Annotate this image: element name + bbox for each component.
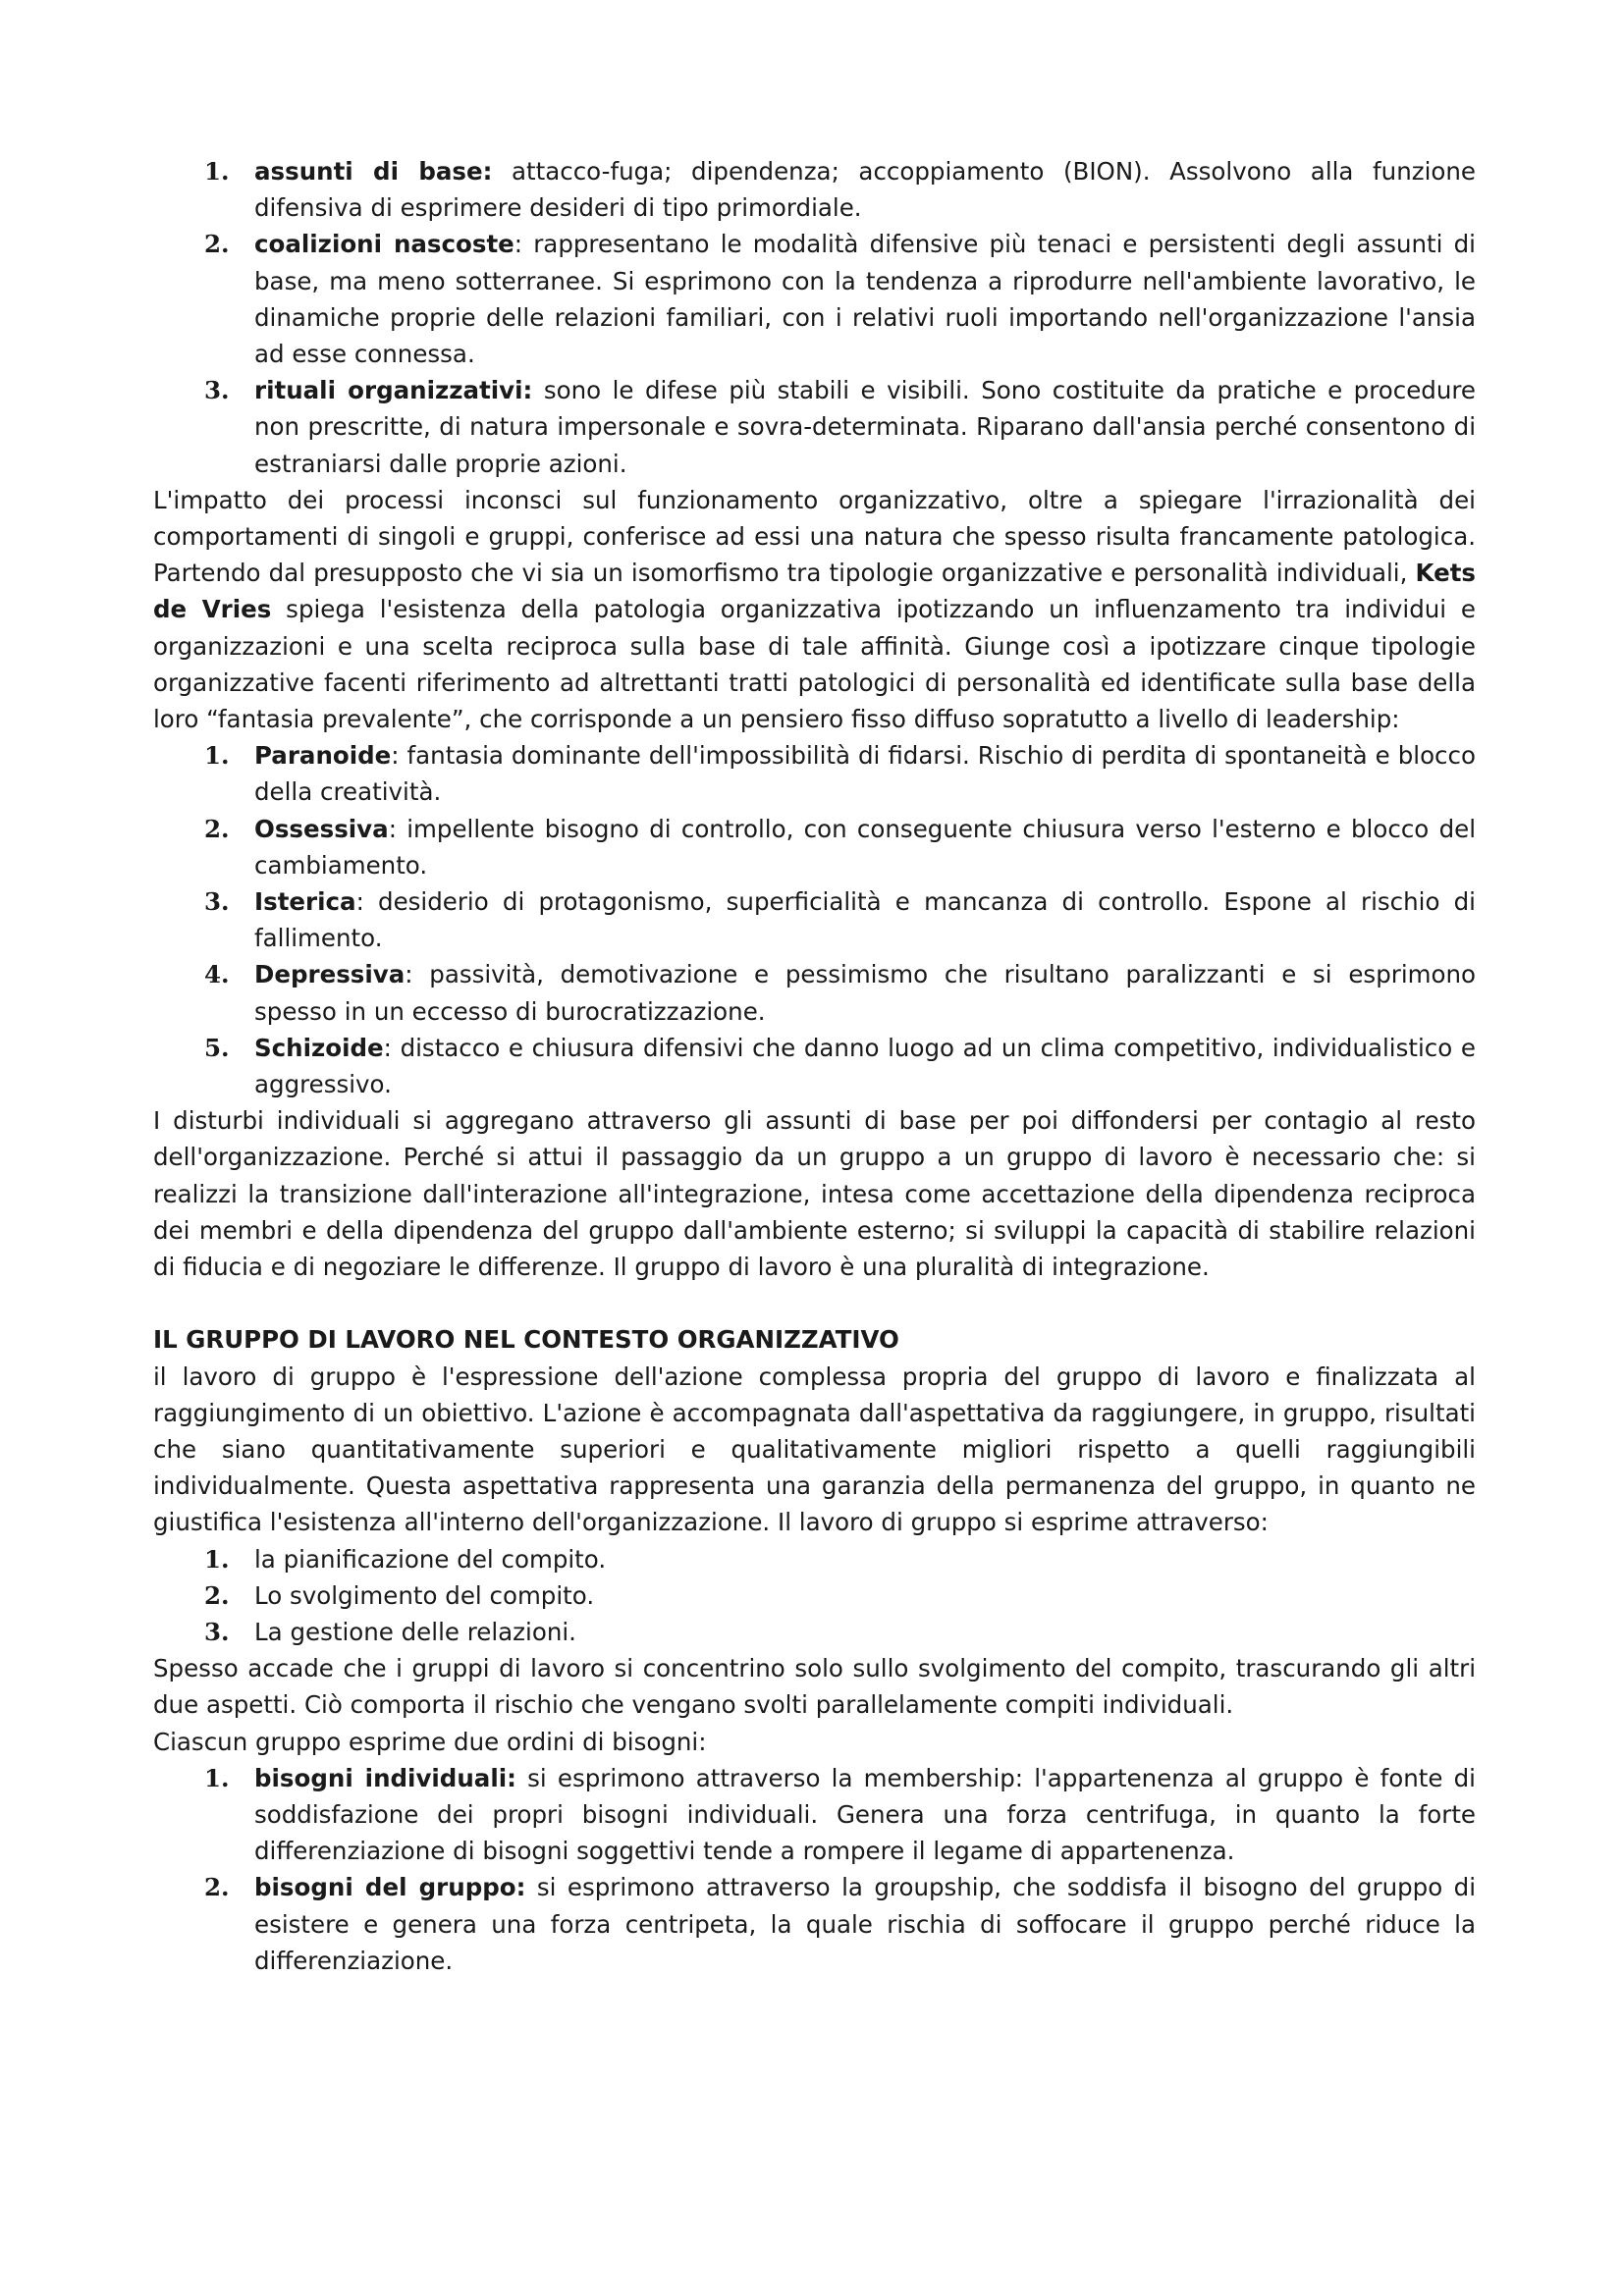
list-number: 2. <box>204 1873 230 1902</box>
list-item <box>153 1869 1476 1979</box>
list-text: si esprimono attraverso la membership: l'appartenenza al gruppo è fonte di soddisfazione dei propri bisogni individuali. Genera una forza centrifuga, in quanto la forte differenziazione di bisogni soggettivi tende a rompere il legame di appartenenza. <box>254 1763 1476 1866</box>
list-item <box>153 883 1476 956</box>
list-item <box>153 956 1476 1029</box>
list-item <box>153 737 1476 810</box>
paragraph: Ciascun gruppo esprime due ordini di bisogni: <box>153 1727 707 1756</box>
list-number: 3. <box>204 887 230 917</box>
list-text: : passività, demotivazione e pessimismo che risultano paralizzanti e si esprimono spesso in un eccesso di burocratizzazione. <box>254 960 1476 1026</box>
list-item <box>153 153 1476 226</box>
list-term: Depressiva <box>254 960 406 989</box>
list-number: 3. <box>204 376 230 405</box>
list-number: 2. <box>204 230 230 259</box>
paragraph: il lavoro di gruppo è l'espressione dell'azione complessa propria del gruppo di lavoro e finalizzata al raggiungimento di un obiettivo. L'azione è accompagnata dall'aspettativa da raggiungere, in gruppo, risultati che siano quantitativamente superiori e qualitativamente migliori rispetto a quelli raggiungibili individualmente. Questa aspettativa rappresenta una garanzia della permanenza del gruppo, in quanto ne giustifica l'esistenza all'interno dell'organizzazione. Il lavoro di gruppo si esprime attraverso: <box>153 1362 1476 1537</box>
list-term: assunti di base: <box>254 157 493 186</box>
list-text: : rappresentano le modalità difensive più tenaci e persistenti degli assunti di base, ma meno sotterranee. Si esprimono con la tendenza a riprodurre nell'ambiente lavorativo, le dinamiche proprie delle relazioni familiari, con i relativi ruoli importando nell'organizzazione l'ansia ad esse connessa. <box>254 230 1476 369</box>
list-number: 4. <box>204 960 230 989</box>
list-item <box>153 811 1476 883</box>
list-text: attacco-fuga; dipendenza; accoppiamento (BION). Assolvono alla funzione difensiva di esprimere desideri di tipo primordiale. <box>254 157 1476 223</box>
list-text: : fantasia dominante dell'impossibilità di fidarsi. Rischio di perdita di spontaneità e blocco della creatività. <box>254 741 1476 807</box>
paragraph-text: spiega l'esistenza della patologia organizzativa ipotizzando un influenzamento tra individui e organizzazioni e una scelta reciproca sulla base di tale affinità. Giunge così a ipotizzare cinque tipologie organizzative facenti riferimento ad altrettanti tratti patologici di personalità ed identificate sulla base della loro “fantasia prevalente”, che corrisponde a un pensiero fisso diffuso sopratutto a livello di leadership: <box>153 595 1476 734</box>
list-item <box>153 1614 1476 1650</box>
list-text: La gestione delle relazioni. <box>254 1617 576 1646</box>
list-term: Schizoide <box>254 1033 384 1062</box>
list-item <box>153 1577 1476 1614</box>
list-term: Isterica <box>254 887 356 917</box>
list-item <box>153 226 1476 372</box>
list-item <box>153 1541 1476 1577</box>
needs-list <box>153 1760 1476 1979</box>
list-number: 1. <box>204 741 230 771</box>
list-term: Ossessiva <box>254 814 389 843</box>
paragraph <box>153 482 1476 737</box>
list-text: : distacco e chiusura difensivi che danno luogo ad un clima competitivo, individualistico e aggressivo. <box>254 1033 1476 1099</box>
paragraph: I disturbi individuali si aggregano attraverso gli assunti di base per poi diffondersi per contagio al resto dell'organizzazione. Perché si attui il passaggio da un gruppo a un gruppo di lavoro è necessario che: si realizzi la transizione dall'interazione all'integrazione, intesa come accettazione della dipendenza reciproca dei membri e della dipendenza del gruppo dall'ambiente esterno; si sviluppi la capacità di stabilire relazioni di fiducia e di negoziare le differenze. Il gruppo di lavoro è una pluralità di integrazione. <box>153 1106 1476 1282</box>
list-text: Lo svolgimento del compito. <box>254 1580 595 1610</box>
list-text: la pianificazione del compito. <box>254 1544 607 1574</box>
section-heading: IL GRUPPO DI LAVORO NEL CONTESTO ORGANIZZATIVO <box>153 1325 899 1355</box>
list-number: 3. <box>204 1617 230 1646</box>
defense-list <box>153 153 1476 482</box>
group-work-list <box>153 1541 1476 1651</box>
list-number: 1. <box>204 1544 230 1574</box>
list-number: 2. <box>204 1580 230 1610</box>
list-text: si esprimono attraverso la groupship, che soddisfa il bisogno del gruppo di esistere e genera una forza centripeta, la quale rischia di soffocare il gruppo perché riduce la differenziazione. <box>254 1873 1477 1975</box>
list-term: bisogni del gruppo: <box>254 1873 526 1902</box>
list-term: coalizioni nascoste <box>254 230 514 259</box>
list-number: 1. <box>204 157 230 186</box>
list-item <box>153 1030 1476 1102</box>
list-item <box>153 1760 1476 1870</box>
list-number: 5. <box>204 1033 230 1062</box>
list-item <box>153 372 1476 482</box>
list-text: : impellente bisogno di controllo, con conseguente chiusura verso l'esterno e blocco del cambiamento. <box>254 814 1476 880</box>
list-term: bisogni individuali: <box>254 1763 516 1792</box>
list-number: 1. <box>204 1763 230 1792</box>
list-term: Paranoide <box>254 741 392 771</box>
paragraph: Spesso accade che i gruppi di lavoro si concentrino solo sullo svolgimento del compito, trascurando gli altri due aspetti. Ciò comporta il rischio che vengano svolti parallelamente compiti individuali. <box>153 1654 1476 1720</box>
list-number: 2. <box>204 814 230 843</box>
list-term: rituali organizzativi: <box>254 376 533 405</box>
pathology-list <box>153 737 1476 1102</box>
list-text: sono le difese più stabili e visibili. Sono costituite da pratiche e procedure non prescritte, di natura impersonale e sovra-determinata. Riparano dall'ansia perché consentono di estraniarsi dalle proprie azioni. <box>254 376 1476 478</box>
author-name: Kets de Vries <box>153 559 1476 624</box>
list-text: : desiderio di protagonismo, superficialità e mancanza di controllo. Espone al rischio di fallimento. <box>254 887 1476 953</box>
paragraph-text: L'impatto dei processi inconsci sul funzionamento organizzativo, oltre a spiegare l'irrazionalità dei comportamenti di singoli e gruppi, conferisce ad essi una natura che spesso risulta francamente patologica. Partendo dal presupposto che vi sia un isomorfismo tra tipologie organizzative e personalità individuali, <box>153 485 1476 588</box>
